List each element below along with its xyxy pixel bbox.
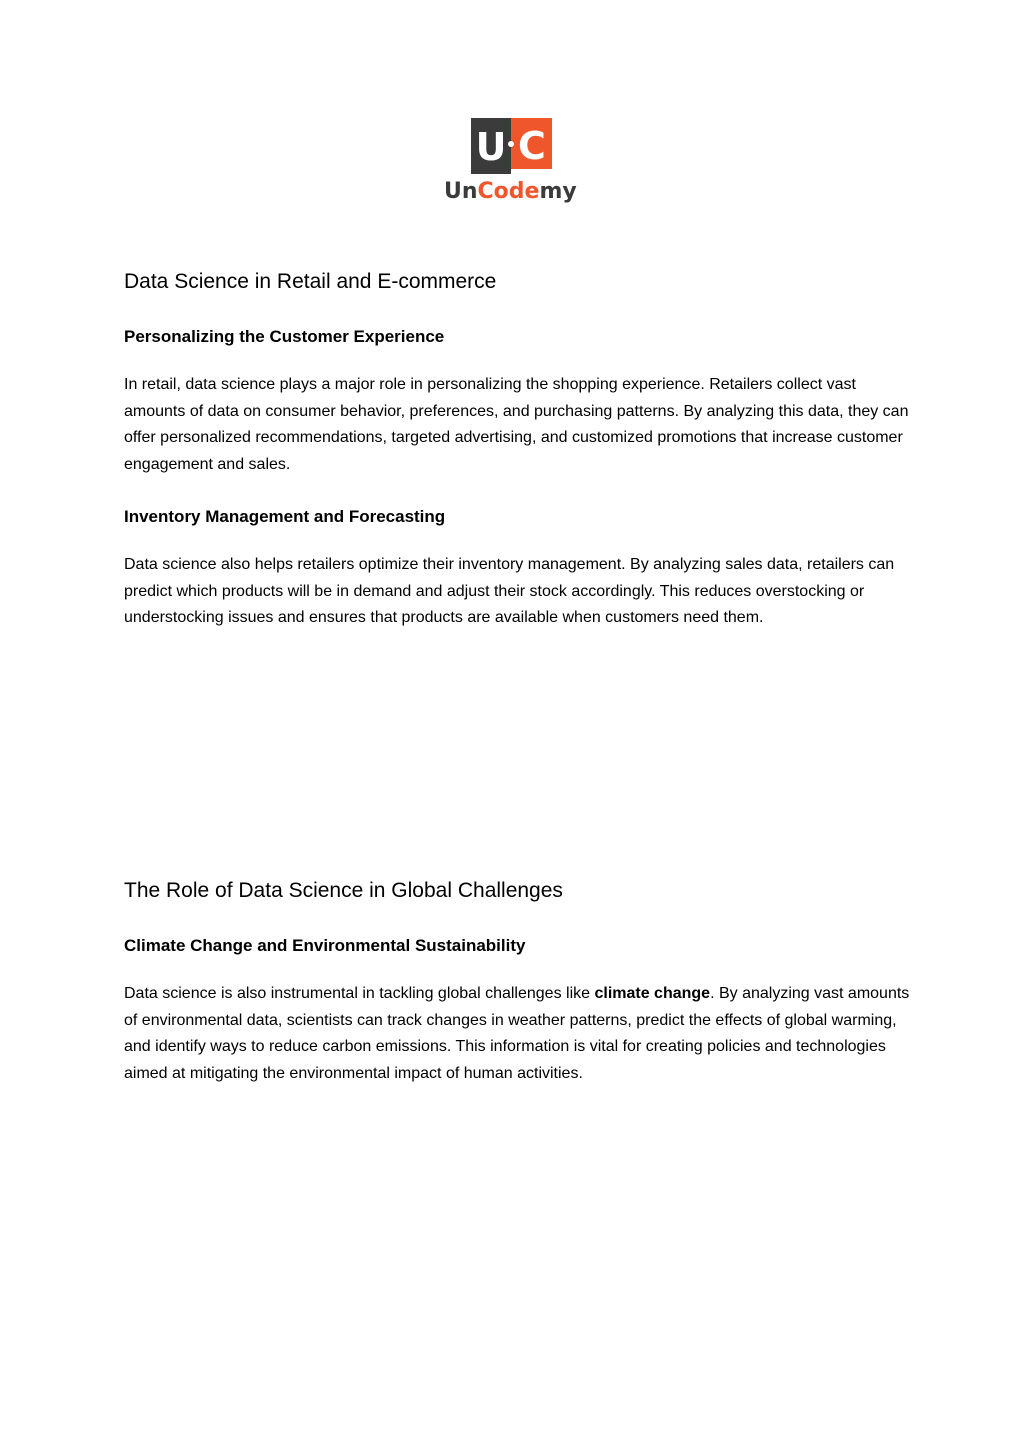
paragraph-inventory: Data science also helps retailers optimize their inventory management. By analyzing sales data, retailers can predict which products will be in demand and adjust their stock accordingly. This reduces overstocking or understocking issues and ensures that products are available when customers need them. [124,556,895,626]
climate-text-before: Data science is also instrumental in tackling global challenges like [124,985,595,1002]
logo-wordmark [444,179,580,205]
section-title-global-challenges: The Role of Data Science in Global Challenges [124,879,563,902]
paragraph-personalizing: In retail, data science plays a major role in personalizing the shopping experience. Retailers collect vast amounts of data on consumer behavior, preferences, and purchasing patterns. By analyzing this data, they can offer personalized recommendations, targeted advertising, and customized promotions that increase customer engagement and sales. [124,376,909,473]
wordmark-part-3: my [539,179,577,204]
wordmark-part-2: Code [477,179,540,204]
climate-text-bold: climate change [594,985,711,1002]
subsection-title-climate: Climate Change and Environmental Sustainability [124,936,526,955]
climate-text-after: . By analyzing vast amounts of environmental data, scientists can track changes in weather patterns, predict the effects of global warming, and identify ways to reduce carbon emissions. This information is vital for creating policies and technologies aimed at mitigating the environmental impact of human activities. [124,985,910,1082]
subsection-title-inventory: Inventory Management and Forecasting [124,507,446,526]
monogram-left-letter: U [475,125,507,169]
section-title-retail: Data Science in Retail and E-commerce [124,270,497,293]
uncodemy-logo [444,117,580,207]
monogram-right-letter: C [518,124,546,168]
uc-monogram-icon [444,117,580,177]
subsection-title-personalizing: Personalizing the Customer Experience [124,327,445,346]
monogram-dot-icon [508,141,514,147]
wordmark-part-1: Un [444,179,478,204]
paragraph-climate [124,981,914,1087]
